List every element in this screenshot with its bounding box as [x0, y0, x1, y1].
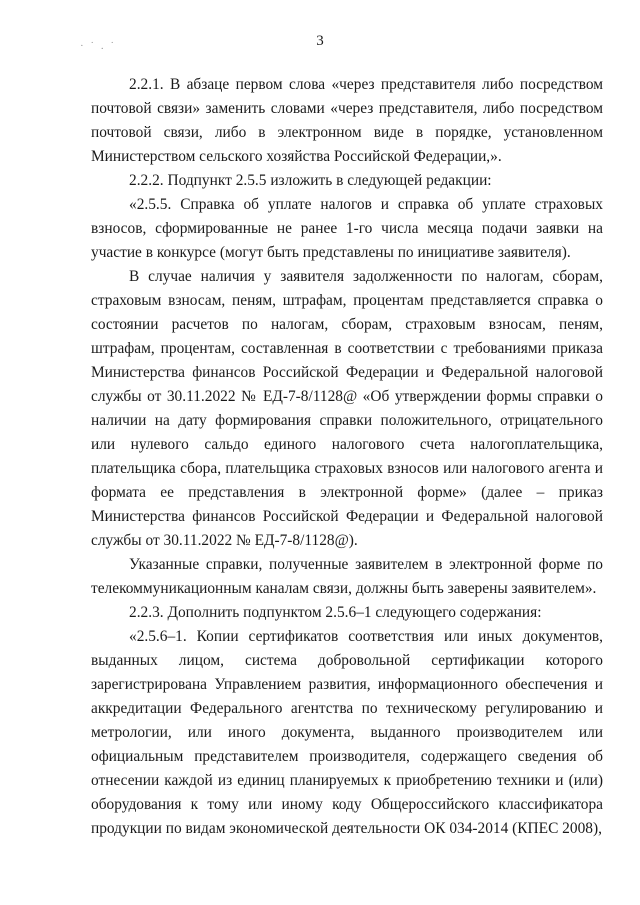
paragraph-2-5-5: «2.5.5. Справка об уплате налогов и справка об уплате страховых взносов, сформированные не ранее 1-го числа месяца подачи заявки на участие в конкурсе (могут быть представлены по инициативе заявителя).: [91, 196, 603, 261]
paragraph-certified-copies: Указанные справки, полученные заявителем в электронной форме по телекоммуникационным каналам связи, должны быть заверены заявителем».: [91, 556, 603, 597]
paragraph-2-2-1: 2.2.1. В абзаце первом слова «через представителя либо посредством почтовой связи» заменить словами «через представителя, либо посредством почтовой связи, либо в электронном виде в порядке, установленном Министерством сельского хозяйства Российской Федерации,».: [91, 76, 603, 165]
scan-speck: · ˙ . ˙: [80, 40, 116, 52]
paragraph-2-5-6-1: «2.5.6–1. Копии сертификатов соответствия или иных документов, выданных лицом, система добровольной сертификации которого зарегистрирована Управлением развития, информационного обеспечения и аккредитации Федерального агентства по техническому регулированию и метрологии, или иного документа, выданного производителем или официальным представителем производителя, содержащего сведения об отнесении каждой из единиц планируемых к приобретению техники и (или) оборудования к тому или иному коду Общероссийского классификатора продукции по видам экономической деятельности ОК 034-2014 (КПЕС 2008),: [91, 628, 603, 837]
paragraph-2-2-3: 2.2.3. Дополнить подпунктом 2.5.6–1 следующего содержания:: [129, 604, 542, 621]
document-body: [91, 73, 603, 841]
paragraph-debt-case: В случае наличия у заявителя задолженности по налогам, сборам, страховым взносам, пеням, штрафам, процентам представляется справка о состоянии расчетов по налогам, сборам, страховым взносам, пеням, штрафам, процентам, составленная в соответствии с требованиями приказа Министерства финансов Российской Федерации и Федеральной налоговой службы от 30.11.2022 № ЕД-7-8/1128@ «Об утверждении формы справки о наличии на дату формирования справки положительного, отрицательного или нулевого сальдо единого налогового счета налогоплательщика, плательщика сбора, плательщика страховых взносов или налогового агента и формата ее представления в электронной форме» (далее – приказ Министерства финансов Российской Федерации и Федеральной налоговой службы от 30.11.2022 № ЕД-7-8/1128@).: [91, 268, 603, 549]
page-number: 3: [316, 33, 324, 49]
paragraph-2-2-2: 2.2.2. Подпункт 2.5.5 изложить в следующей редакции:: [129, 172, 492, 189]
